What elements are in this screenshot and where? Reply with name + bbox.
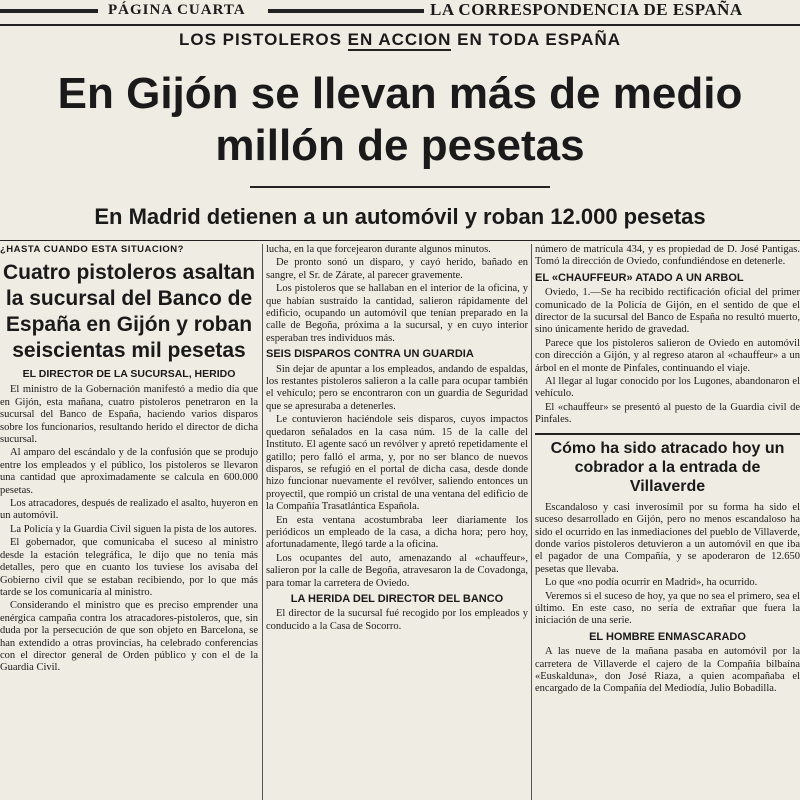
column-1-paragraph: El ministro de la Gobernación manifestó a medio día que en Gijón, esta mañana, cuatro pistoleros penetraron en la sucursal del Banco de España, haciendo varios disparos sobre los funcionarios, resultando herido el director de dicha sucursal. <box>0 384 258 446</box>
column-3-box-headline: Cómo ha sido atracado hoy un cobrador a la entrada de Villaverde <box>535 433 800 496</box>
column-separator-2 <box>531 244 532 800</box>
column-2-paragraph: Los ocupantes del auto, amenazando al «chauffeur», salieron por la calle de Begoña, atravesaron la de Covadonga, para tomar la carretera de Oviedo. <box>266 552 528 589</box>
column-1-headline: Cuatro pistoleros asaltan la sucursal del Banco de España en Gijón y roban seiscientas mil pesetas <box>2 261 256 363</box>
column-1-subhead: EL DIRECTOR DE LA SUCURSAL, HERIDO <box>22 368 236 381</box>
section-title-after: EN TODA ESPAÑA <box>457 30 622 49</box>
masthead <box>0 0 800 24</box>
column-3-paragraph: Parece que los pistoleros salieron de Oviedo en automóvil con dirección a Gijón, y al regreso ataron al «chauffeur» a un árbol en el monte de Pinfales, continuando el viaje. <box>535 337 800 374</box>
column-3-paragraph: número de matrícula 434, y es propiedad de D. José Pantigas. Tomó la dirección de Oviedo, confundiéndose en detenerle. <box>535 244 800 268</box>
column-3-paragraph: Lo que «no podía ocurrir en Madrid», ha ocurrido. <box>545 577 758 589</box>
column-3-paragraph: Escandaloso y casi inverosímil por su forma ha sido el suceso desarrollado en Gijón, pero no menos escandaloso ha sido el ocurrido en las inmediaciones del pueblo de Villaverde, donde varios pistoleros detuvieron a un automóvil en que iba el pagador de una Compañía, y se apoderaron de 12.650 pesetas que llevaba. <box>535 501 800 575</box>
main-headline <box>0 68 800 172</box>
column-2-paragraph: Sin dejar de apuntar a los empleados, andando de espaldas, los restantes pistoleros salieron a la calle para ocupar también el vehículo; pero se encontraron con un guardia de Seguridad que se apresuraba a detenerles. <box>266 363 528 412</box>
column-1-paragraph: La Policía y la Guardia Civil siguen la pista de los autores. <box>10 523 257 535</box>
column-2-paragraph: El director de la sucursal fué recogido por los empleados y conducido a la Casa de Socorro. <box>266 608 528 632</box>
column-3-heading-2: EL HOMBRE ENMASCARADO <box>589 630 746 643</box>
column-3-heading-1: EL «CHAUFFEUR» ATADO A UN ARBOL <box>535 271 744 284</box>
page-label: PÁGINA CUARTA <box>108 2 246 18</box>
column-3-paragraph: Al llegar al lugar conocido por los Lugones, abandonaron el vehículo. <box>535 376 800 400</box>
column-3-paragraph: A las nueve de la mañana pasaba en automóvil por la carretera de Villaverde el cajero de la Compañía bilbaína «Euskalduna», don José Riaza, a quien acompañaba el encargado de la Compañía del Mediodía, Julio Bobadilla. <box>535 646 800 695</box>
column-1-paragraph: Los atracadores, después de realizado el asalto, huyeron en un automóvil. <box>0 498 258 522</box>
column-1-paragraph: El gobernador, que comunicaba el suceso al ministro desde la estación telegráfica, le dijo que no tenía más detalles, pero que en cuanto los tuviese los avisaba del Gobierno civil que se estaban recibiendo, por lo que más tarde se los comunicaría al ministro. <box>0 537 258 598</box>
subheadline: En Madrid detienen a un automóvil y roban 12.000 pesetas <box>94 204 706 229</box>
column-2-paragraph: Los pistoleros que se hallaban en el interior de la oficina, y que habían sustraído la cantidad, salieron rápidamente del edificio, ocupando un automóvil que tenían preparado en la calle de Begoña, próxima a la sucursal, y en cuyo interior esperaban tres individuos más. <box>266 283 528 344</box>
column-2-heading-2: LA HERIDA DEL DIRECTOR DEL BANCO <box>290 592 504 605</box>
paper-name: LA CORRESPONDENCIA DE ESPAÑA <box>430 0 743 19</box>
headline-rule <box>250 186 550 188</box>
column-2-paragraph: De pronto sonó un disparo, y cayó herido, bañado en sangre, el Sr. de Zárate, al parecer gravemente. <box>266 257 528 281</box>
column-separator-1 <box>262 244 263 800</box>
column-3-paragraph: El «chauffeur» se presentó al puesto de la Guardia civil de Pinfales. <box>535 401 800 426</box>
masthead-bottom-rule <box>0 24 800 26</box>
column-2-paragraph: Le contuvieron haciéndole seis disparos, cuyos impactos quedaron señalados en la casa núm. 15 de la calle del Instituto. El agente sacó un revólver y apretó repetidamente el gatillo; pero falló el arma, y, por no ser blanco de nuevos disparos, se refugió en el portal de dicha casa, desde donde hizo funcionar nuevamente el revólver, saliendo entonces un proyectil, que rompió un cristal de una ventana del edificio de la Compañía Trasatlántica Española. <box>266 414 528 513</box>
section-title-underlined: EN ACCION <box>347 30 452 49</box>
headline-line-2: millón de pesetas <box>215 121 585 170</box>
column-2-paragraph: lucha, en la que forcejearon durante algunos minutos. <box>266 244 491 255</box>
headline-line-1: En Gijón se llevan más de medio <box>57 69 743 118</box>
section-title-before: LOS PISTOLEROS <box>178 30 342 49</box>
column-3-paragraph: Veremos si el suceso de hoy, ya que no sea el primero, sea el último. En este caso, no sería de extrañar que fuera la iniciación de una serie. <box>535 590 800 627</box>
column-2 <box>266 244 528 800</box>
column-2-paragraph: En esta ventana acostumbraba leer diariamente los periódicos un empleado de la casa, a dicha hora; pero hoy, afortunadamente, llegó tarde a la oficina. <box>266 514 528 551</box>
column-1-kicker: ¿HASTA CUANDO ESTA SITUACION? <box>0 244 184 255</box>
column-3 <box>535 244 800 800</box>
masthead-rule-middle <box>268 9 424 13</box>
column-1 <box>0 244 258 800</box>
section-title <box>0 30 800 50</box>
masthead-rule-left <box>0 9 98 13</box>
column-2-heading-1: SEIS DISPAROS CONTRA UN GUARDIA <box>266 348 474 361</box>
column-1-paragraph: Al amparo del escándalo y de la confusión que se produjo entre los empleados y el público, los pistoleros se llevaron una cantidad que aproximadamente se calcula en 600.000 pesetas. <box>0 447 258 496</box>
subheadline-rule <box>0 240 800 241</box>
column-1-paragraph: Considerando el ministro que es preciso emprender una enérgica campaña contra los atracadores-pistoleros, que, sin duda por la persecución de que son objeto en Barcelona, se han extendido a otras provincias, ha celebrado conferencias con el director general de Orden público y con el de la Guardia Civil. <box>0 600 258 674</box>
column-3-paragraph: Oviedo, 1.—Se ha recibido rectificación oficial del primer comunicado de la Policía de Gijón, en el sentido de que el director de la sucursal del Banco de España no resultó muerto, sino únicamente herido de gravedad. <box>535 287 800 336</box>
